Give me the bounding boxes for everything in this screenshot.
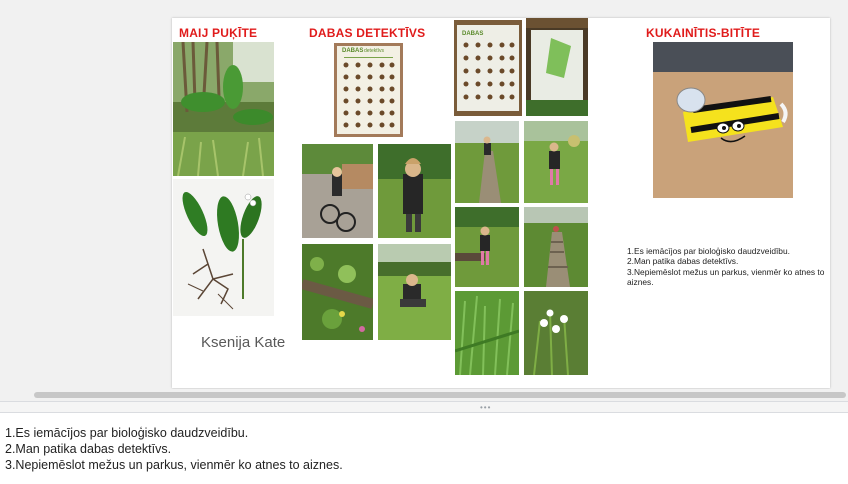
lily-plant-photo[interactable] (173, 42, 274, 176)
white-flowers-photo[interactable] (524, 291, 588, 375)
nature-detective-poster[interactable] (334, 43, 403, 137)
heading-kukainitis-bitite: KUKAINĪTIS-BITĪTE (646, 26, 761, 40)
speaker-note-line-2: 2.Man patika dabas detektīvs. (5, 442, 172, 456)
horizontal-scrollbar-thumb[interactable] (34, 392, 846, 398)
plant-bed-photo[interactable] (302, 244, 373, 340)
speaker-notes-panel[interactable] (0, 413, 848, 484)
slide-notes-text (627, 246, 827, 288)
poster-title-1: DABAS (342, 48, 364, 54)
girl-flowers-photo[interactable] (524, 121, 588, 203)
drag-handle-icon: ••• (480, 403, 492, 412)
park-map-board-photo[interactable] (526, 18, 588, 116)
notes-resize-handle[interactable] (0, 401, 848, 413)
girl-path-photo[interactable] (455, 121, 519, 203)
slide-note-line-2: 2.Man patika dabas detektīvs. (627, 256, 739, 267)
detective-board-photo[interactable] (454, 20, 522, 116)
poster-subtitle-1: detektīvs (364, 48, 385, 54)
slide[interactable] (172, 18, 830, 388)
lily-drawing-photo[interactable] (173, 179, 274, 316)
girl-bench-photo[interactable] (455, 207, 519, 287)
heading-dabas-detektivs: DABAS DETEKTĪVS (309, 26, 426, 40)
horizontal-scrollbar[interactable] (0, 389, 848, 401)
slide-note-line-3: 3.Nepiemēslot mežus un parkus, vienmēr ko atnes to aiznes. (627, 266, 825, 288)
girl-bike-photo[interactable] (302, 144, 373, 238)
speaker-note-line-3: 3.Nepiemēslot mežus un parkus, vienmēr ko atnes to aiznes. (5, 458, 343, 472)
girl-lawn-photo[interactable] (378, 244, 451, 340)
author-name: Ksenija Kate (201, 334, 286, 351)
slide-note-line-1: 1.Es iemācījos par bioloģisko daudzveidību. (627, 246, 790, 256)
speaker-note-line-1: 1.Es iemācījos par bioloģisko daudzveidību. (5, 426, 249, 440)
poster-title-2: DABAS (462, 31, 484, 37)
heading-maij-pukite: MAIJ PUĶĪTE (179, 26, 258, 40)
steps-path-photo[interactable] (524, 207, 588, 287)
bee-craft-photo[interactable] (653, 42, 793, 198)
girl-garden-photo[interactable] (378, 144, 451, 238)
speaker-notes-text[interactable] (5, 425, 343, 473)
grass-closeup-photo[interactable] (455, 291, 519, 375)
